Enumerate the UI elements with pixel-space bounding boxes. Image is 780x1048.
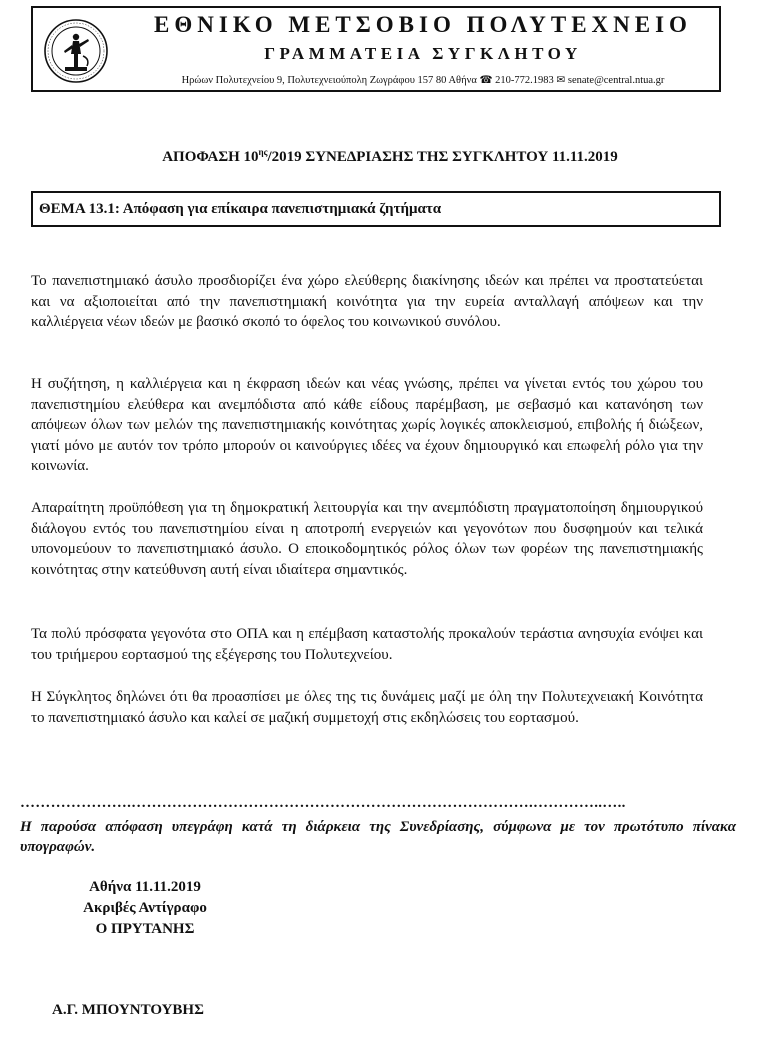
letterhead (31, 6, 721, 92)
department-name: ΓΡΑΜΜΑΤΕΙΑ ΣΥΓΚΛΗΤΟΥ (264, 44, 582, 63)
body-paragraph: Απαραίτητη προϋπόθεση για τη δημοκρατική λειτουργία και την ανεμπόδιστη πραγματοποίηση δημιουργικού διάλογου εντός του πανεπιστημίου είναι η αποτροπή ενεργειών και γεγονότων που δυσφημούν και τελικά υπονομεύουν το πανεπιστημιακό άσυλο. Ο εποικοδομητικός ρόλος όλων των φορέων της πανεπιστημιακής κοινότητας στην κατεύθυνση αυτή είναι ιδιαίτερα σημαντικός. (31, 500, 703, 578)
signature-note: Η παρούσα απόφαση υπεγράφη κατά τη διάρκεια της Συνεδρίασης, σύμφωνα με τον πρωτότυπο πίνακα υπογραφών. (20, 819, 736, 855)
address: Ηρώων Πολυτεχνείου 9, Πολυτεχνειούπολη Ζωγράφου 157 80 Αθήνα (181, 75, 477, 86)
university-seal-icon (43, 18, 109, 84)
decision-title-prefix: ΑΠΟΦΑΣΗ 10 (162, 149, 259, 165)
envelope-icon: ✉ (556, 75, 566, 86)
rector-title: Ο ΠΡΥΤΑΝΗΣ (95, 921, 195, 937)
dotted-separator: ………………….…………………………………………………………………….…………..….. (20, 795, 626, 811)
decision-title (0, 147, 780, 166)
body-paragraph: Η συζήτηση, η καλλιέργεια και η έκφραση ιδεών και νέας γνώσης, πρέπει να γίνεται εντός του χώρου του πανεπιστημίου ελεύθερα και ανεμπόδιστα από κάθε είδους παρέμβαση, με σεβασμό και κατανόηση των απόψεων όλων των μελών της πανεπιστημιακής κοινότητας χωρίς λογικές αποκλεισμού, επιβολής ή διώξεων, γιατί μόνο με αυτόν τον τρόπο μπορούν οι καινούργιες ιδέες να έχουν δημιουργικό και επωφελή ρόλο για την κοινωνία. (31, 376, 703, 475)
certified-copy-label: Ακριβές Αντίγραφο (83, 900, 207, 916)
body-paragraph: Το πανεπιστημιακό άσυλο προσδιορίζει ένα χώρο ελεύθερης διακίνησης ιδεών και πρέπει να προστατεύεται και να αξιοποιείται από την πανεπιστημιακή κοινότητα για την ευρεία ανταλλαγή απόψεων και την καλλιέργεια νέων ιδεών με βασικό σκοπό το όφελος του κοινωνικού συνόλου. (31, 273, 703, 331)
decision-title-suffix: /2019 ΣΥΝΕΔΡΙΑΣΗΣ ΤΗΣ ΣΥΓΚΛΗΤΟΥ 11.11.2019 (267, 149, 618, 165)
phone-icon: ☎ (479, 75, 493, 86)
decision-title-ordinal: ης (258, 147, 268, 157)
institution-name: ΕΘΝΙΚΟ ΜΕΤΣΟΒΙΟ ΠΟΛΥΤΕΧΝΕΙΟ (154, 12, 692, 37)
body-paragraph: Τα πολύ πρόσφατα γεγονότα στο ΟΠΑ και η επέμβαση καταστολής προκαλούν τεράστια ανησυχία ενόψει και του τριήμερου εορτασμού της εξέγερσης του Πολυτεχνείου. (31, 626, 703, 663)
subject-box: ΘΕΜΑ 13.1: Απόφαση για επίκαιρα πανεπιστημιακά ζητήματα (31, 191, 721, 227)
body-paragraph: Η Σύγκλητος δηλώνει ότι θα προασπίσει με όλες της τις δυνάμεις μαζί με όλη την Πολυτεχνειακή Κοινότητα το πανεπιστημιακό άσυλο και καλεί σε μαζική συμμετοχή στις εκδηλώσεις του εορτασμού. (31, 689, 703, 726)
contact-line (133, 74, 713, 86)
phone-number: 210-772.1983 (495, 75, 554, 86)
place-date: Αθήνα 11.11.2019 (89, 879, 201, 895)
signature-block (70, 877, 220, 940)
email-address: senate@central.ntua.gr (567, 75, 665, 86)
rector-name: Α.Γ. ΜΠΟΥΝΤΟΥΒΗΣ (52, 1002, 204, 1018)
